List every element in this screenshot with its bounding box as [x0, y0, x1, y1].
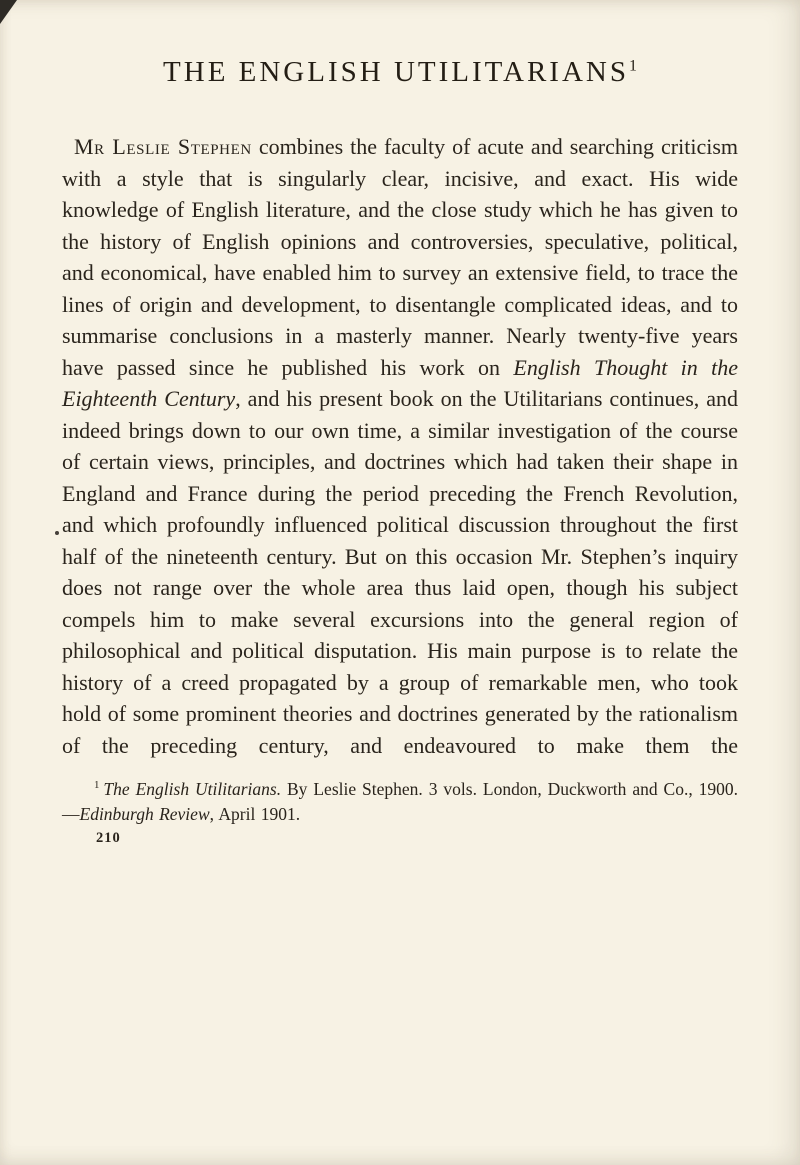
ink-speck	[55, 531, 59, 535]
text-segment: Edinburgh Review	[79, 803, 210, 824]
text-segment: , April 1901.	[209, 803, 301, 824]
text-segment: By Leslie Stephen. 3 vols. London, Duckworth and Co., 1900.—	[62, 779, 738, 824]
text-segment: combines the faculty of acute and searching criticism with a style that is singularly clear, incisive, and exact. His wide knowledge of English literature, and the close study which he has given to the history of English opinions and controversies, speculative, political, and economical, have enabled him to survey an extensive field, to trace the lines of origin and development, to disentangle complicated ideas, and to summarise conclusions in a masterly manner. Nearly twenty-five years have passed since he published his work on	[62, 134, 739, 380]
text-segment: Mr Leslie Stephen	[74, 134, 252, 160]
body-paragraph	[62, 131, 738, 761]
page-title	[62, 56, 738, 89]
text-segment: The English Utilitarians.	[103, 779, 282, 800]
footnote-marker: 1	[94, 779, 100, 792]
page-number: 210	[96, 830, 121, 847]
footnote	[62, 773, 738, 826]
scan-corner-artifact	[0, 0, 17, 24]
text-segment: , and his present book on the Utilitarians continues, and indeed brings down to our own time, a similar investigation of the course of certain views, principles, and doctrines which had taken their shape in England and France during the period preceding the French Revolution, and which profoundly influenced political discussion throughout the first half of the nineteenth century. But on this occasion Mr. Stephen’s inquiry does not range over the whole area thus laid open, though his subject compels him to make several excursions into the general region of philosophical and political disputation. His main purpose is to relate the history of a creed propagated by a group of remarkable men, who took hold of some prominent theories and doctrines generated by the rationalism of the preceding century, and endeavoured to make them the	[62, 386, 739, 758]
title-text: THE ENGLISH UTILITARIANS	[163, 56, 629, 88]
text-segment: English Thought in the Eighteenth Century	[62, 354, 739, 412]
footnote-text	[62, 779, 738, 824]
title-footnote-ref: 1	[628, 57, 637, 75]
